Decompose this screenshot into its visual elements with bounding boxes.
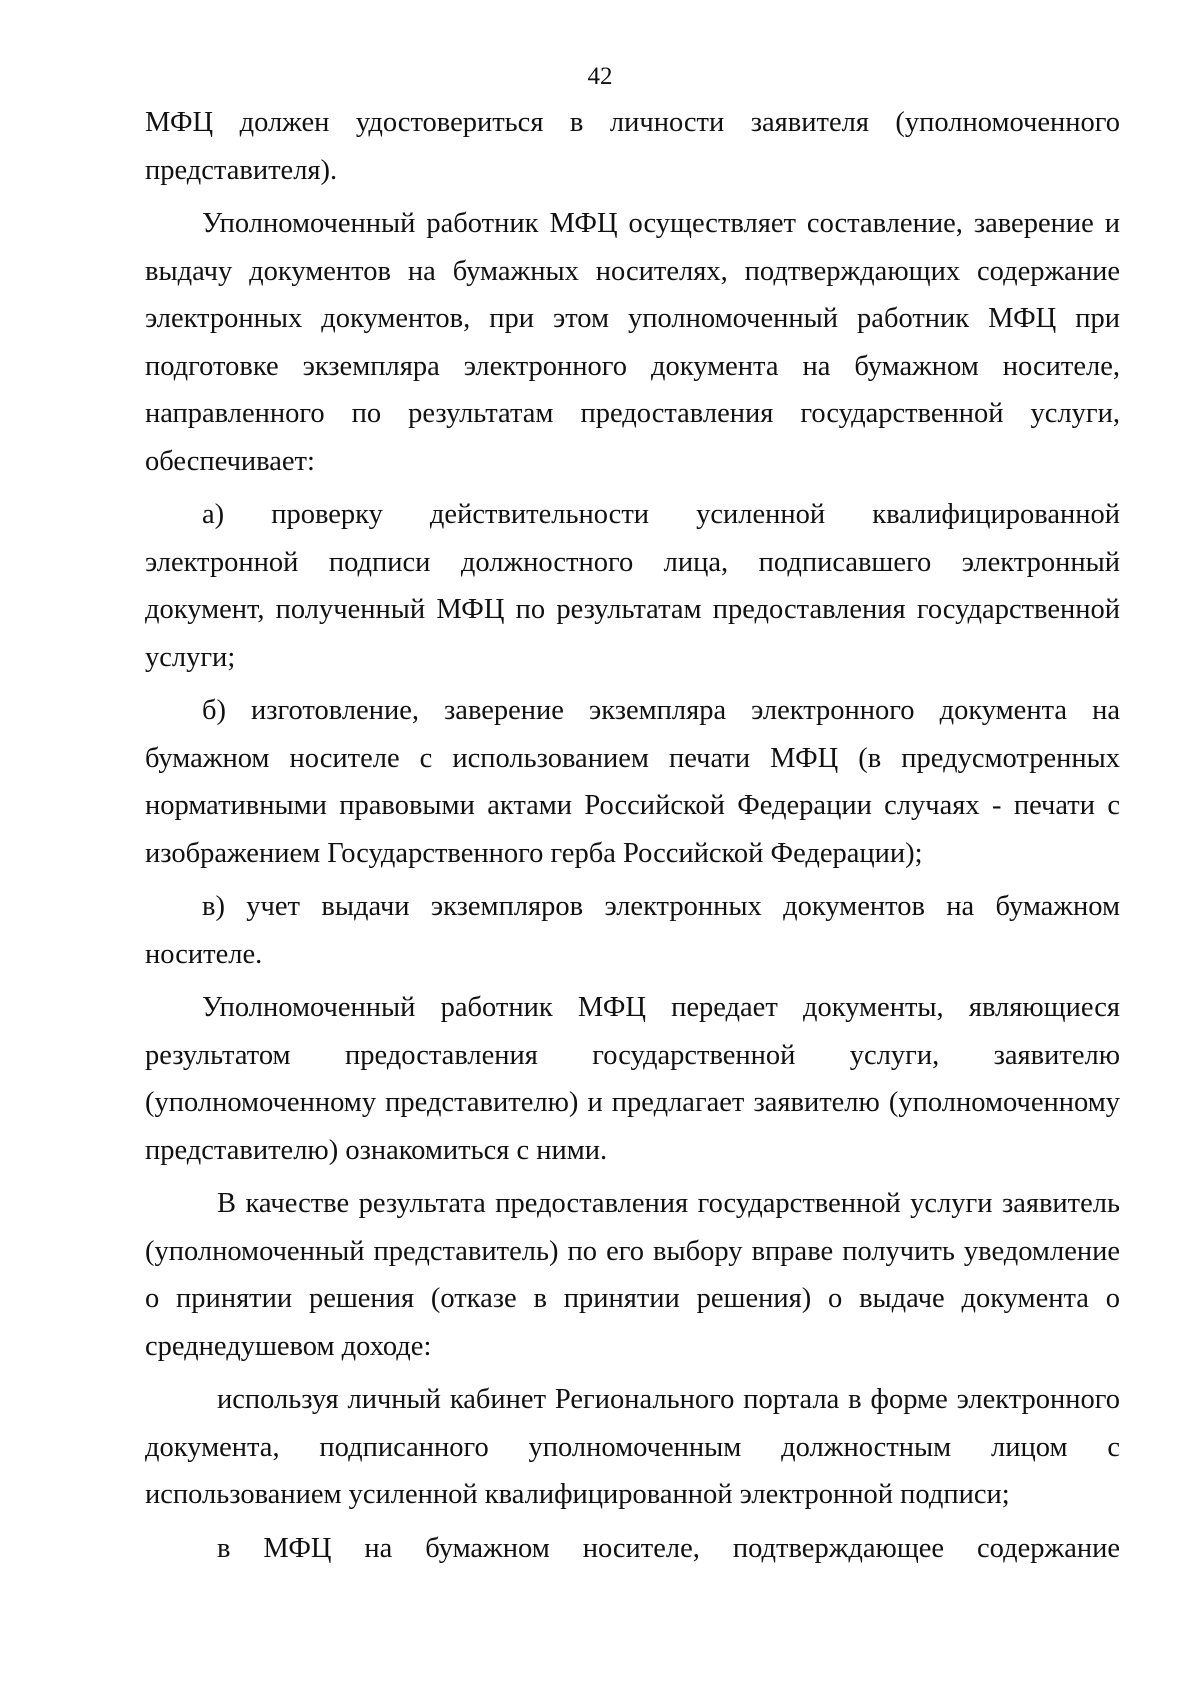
paragraph-result-notification: В качестве результата предоставления государственной услуги заявитель (уполномоченный представитель) по его выбору вправе получить уведомление о принятии решения (отказе в принятии решения) о выдаче документа о среднедушевом доходе: (145, 1188, 1120, 1362)
document-body (145, 99, 1120, 1572)
paragraph-authorized-worker-duties: Уполномоченный работник МФЦ осуществляет составление, заверение и выдачу документов на бумажных носителях, подтверждающих содержание электронных документов, при этом уполномоченный работник МФЦ при подготовке экземпляра электронного документа на бумажном носителе, направленного по результатам предоставления государственной услуги, обеспечивает: (145, 208, 1120, 477)
paragraph-identity-check: МФЦ должен удостовериться в личности заявителя (уполномоченного представителя). (145, 107, 1120, 186)
paragraph-document-handover: Уполномоченный работник МФЦ передает документы, являющиеся результатом предоставления государственной услуги, заявителю (уполномоченному представителю) и предлагает заявителю (уполномоченному представителю) ознакомиться с ними. (145, 992, 1120, 1166)
paragraph-item-b: б) изготовление, заверение экземпляра электронного документа на бумажном носителе с использованием печати МФЦ (в предусмотренных нормативными правовыми актами Российской Федерации случаях - печати с изображением Государственного герба Российской Федерации); (145, 695, 1120, 869)
paragraph-item-c: в) учет выдачи экземпляров электронных документов на бумажном носителе. (145, 891, 1120, 970)
page-number: 42 (587, 63, 613, 90)
paragraph-item-a: а) проверку действительности усиленной квалифицированной электронной подписи должностного лица, подписавшего электронный документ, полученный МФЦ по результатам предоставления государственной услуги; (145, 499, 1120, 673)
paragraph-option-portal: используя личный кабинет Регионального портала в форме электронного документа, подписанного уполномоченным должностным лицом с использованием усиленной квалифицированной электронной подписи; (145, 1384, 1120, 1510)
paragraph-option-mfc: в МФЦ на бумажном носителе, подтверждающее содержание (217, 1532, 1120, 1564)
